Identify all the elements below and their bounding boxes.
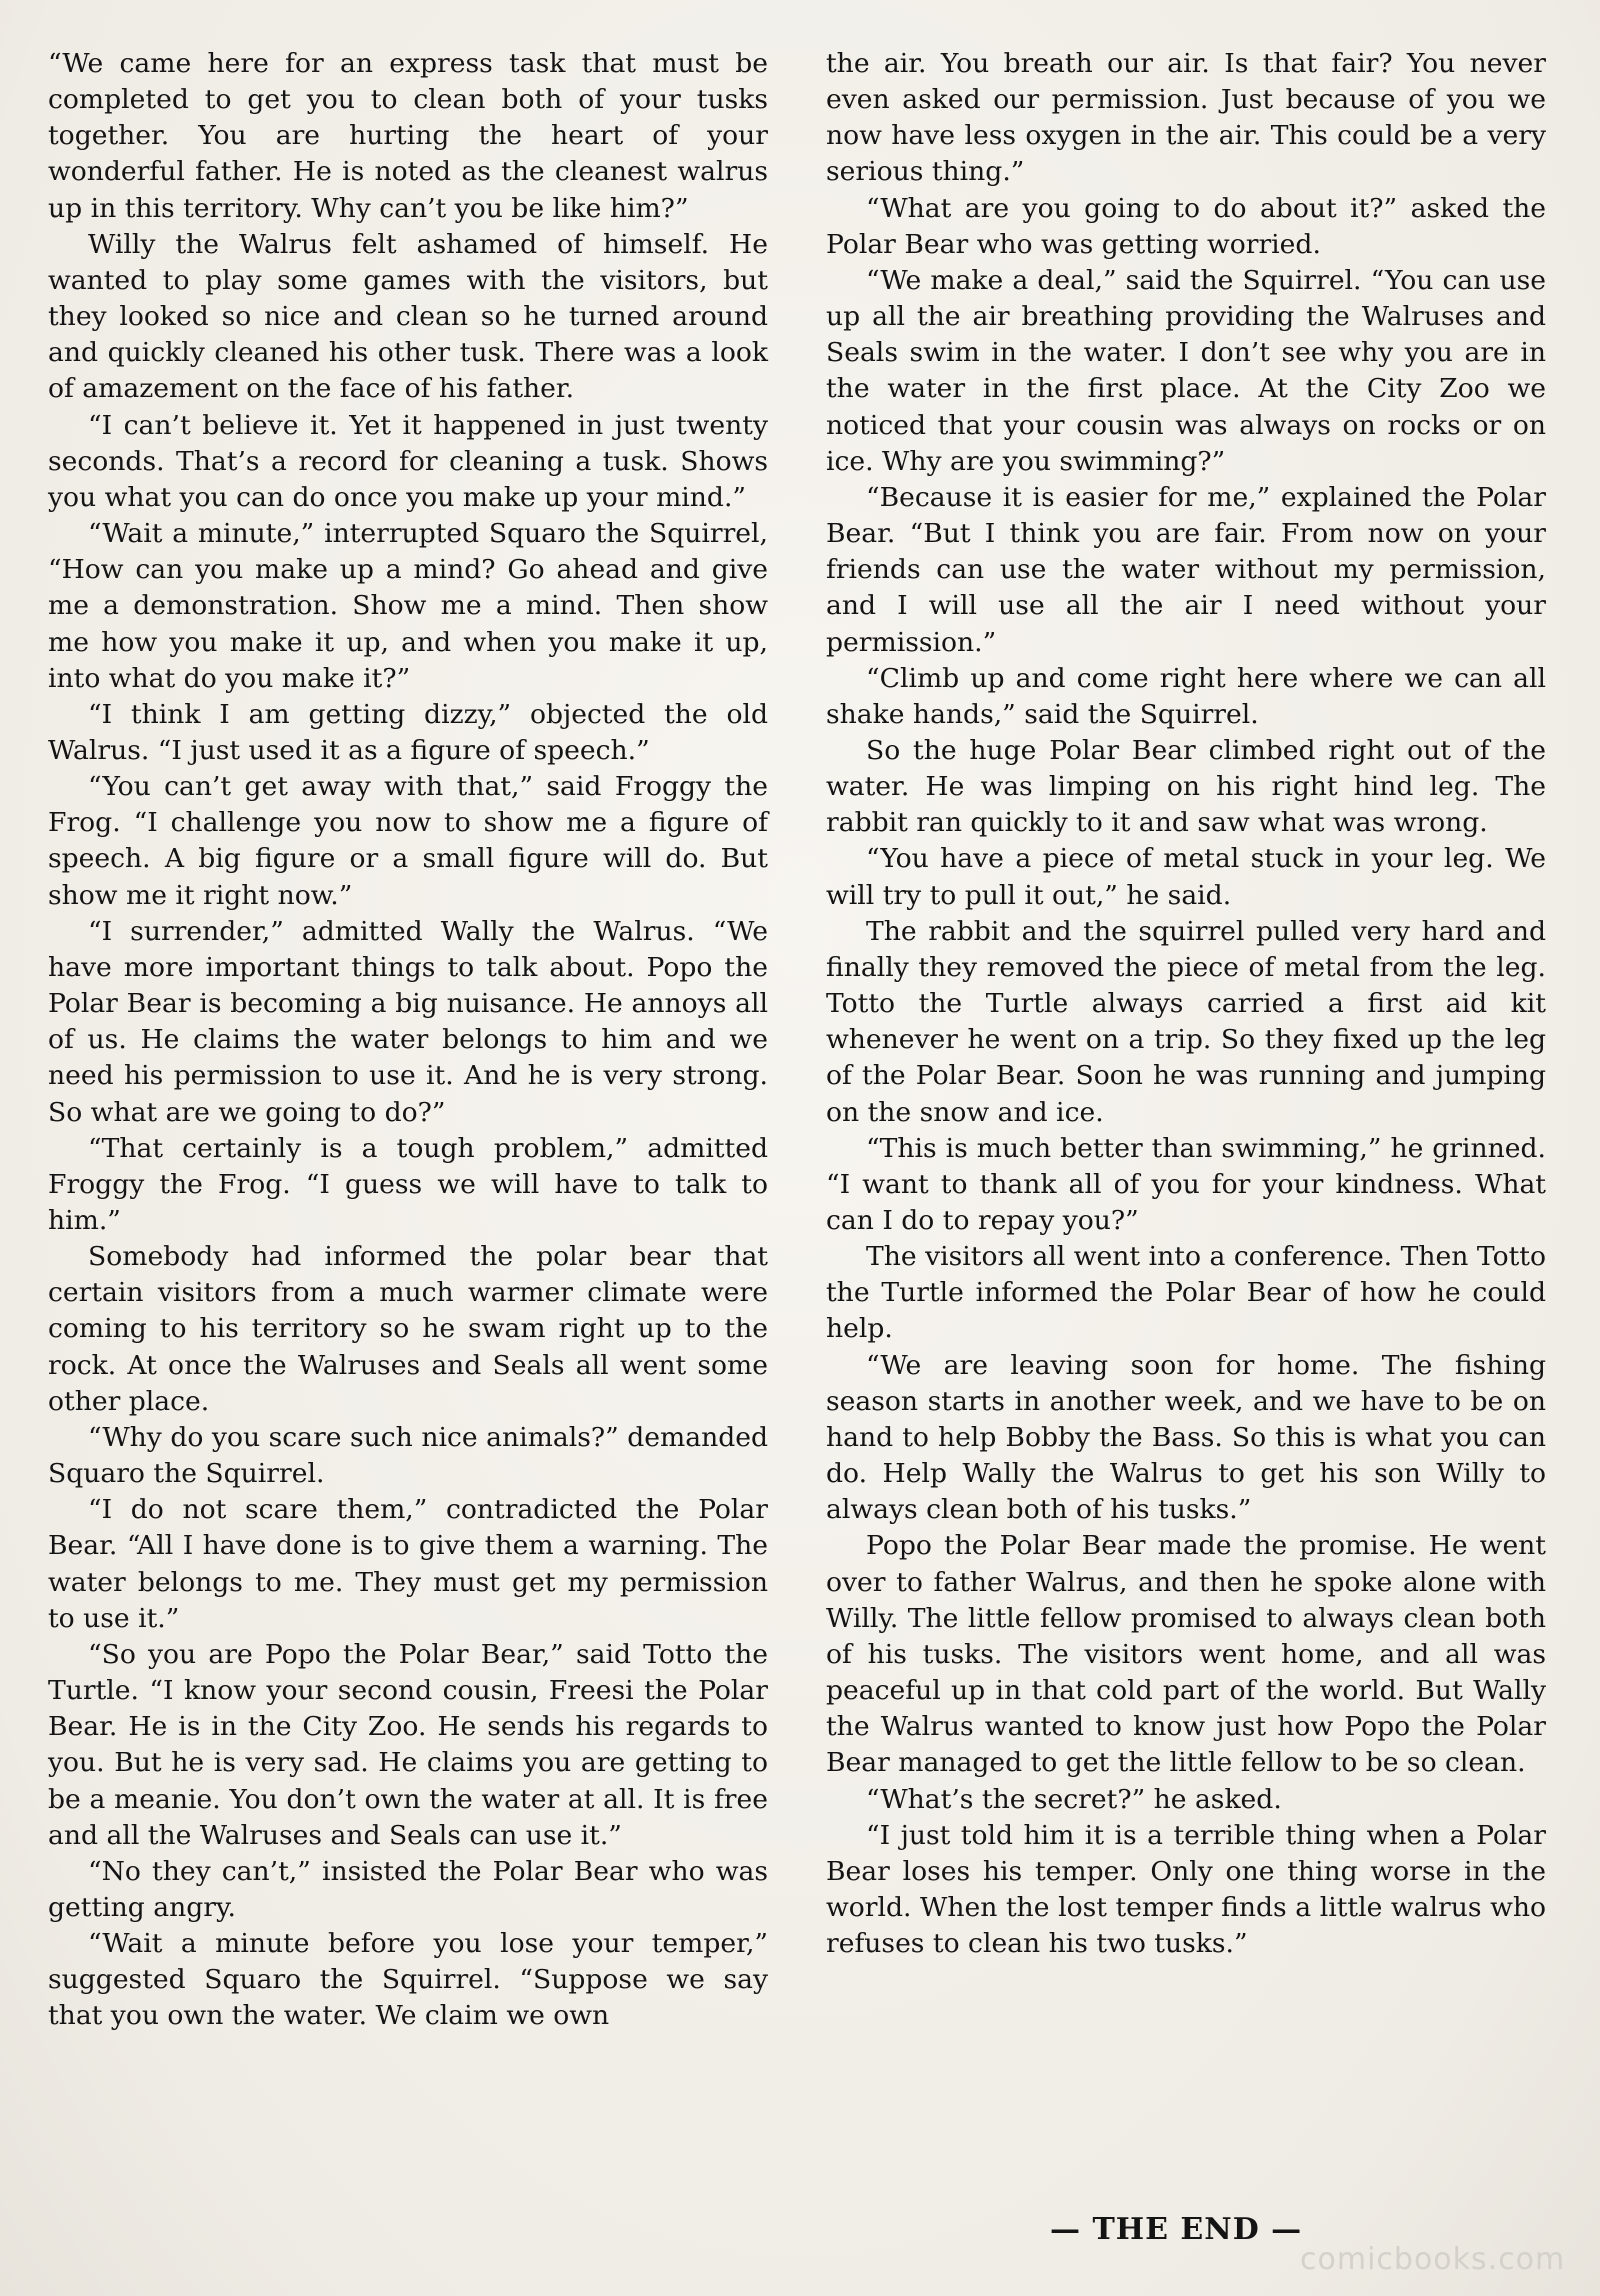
watermark: comicbooks.com [1300, 2242, 1566, 2277]
paragraph: “I do not scare them,” contradicted the Polar Bear. “All I have done is to give them a warning. The water belongs to me. They must get my permission to use it.” [48, 1494, 768, 1634]
paragraph: The visitors all went into a conference. Then Totto the Turtle informed the Polar Bear of how he could help. [826, 1241, 1546, 1345]
paragraph: “Wait a minute before you lose your temper,” suggested Squaro the Squirrel. “Suppose we say that you own the water. We claim we own [48, 1928, 768, 2032]
paragraph: “So you are Popo the Polar Bear,” said Totto the Turtle. “I know your second cousin, Freesi the Polar Bear. He is in the City Zoo. He sends his regards to you. But he is very sad. He claims you are getting to be a meanie. You don’t own the water at all. It is free and all the Walruses and Seals can use it.” [48, 1638, 768, 1851]
paragraph: “No they can’t,” insisted the Polar Bear who was getting angry. [48, 1855, 768, 1923]
paragraph: “Because it is easier for me,” explained the Polar Bear. “But I think you are fair. From now on your friends can use the water without my permission, and I will use all the air I need without your permission.” [826, 481, 1546, 658]
paragraph: “Why do you scare such nice animals?” demanded Squaro the Squirrel. [48, 1421, 768, 1490]
paragraph: “This is much better than swimming,” he grinned. “I want to thank all of you for your kindness. What can I do to repay you?” [826, 1132, 1546, 1236]
paragraph: “Wait a minute,” interrupted Squaro the Squirrel, “How can you make up a mind? Go ahead and give me a demonstration. Show me a mind. Then show me how you make it up, and when you make it up, into what do you make it?” [48, 518, 768, 694]
paragraph: “I surrender,” admitted Wally the Walrus. “We have more important things to talk about. Popo the Polar Bear is becoming a big nuisance. He annoys all of us. He claims the water belongs to him and we need his permission to use it. And he is very strong. So what are we going to do?” [48, 915, 768, 1128]
paragraph: “I can’t believe it. Yet it happened in just twenty seconds. That’s a record for cleaning a tusk. Shows you what you can do once you make up your mind.” [48, 409, 768, 513]
paragraph: “I think I am getting dizzy,” objected the old Walrus. “I just used it as a figure of speech.” [48, 698, 768, 766]
paragraph: “I just told him it is a terrible thing when a Polar Bear loses his temper. Only one thing worse in the world. When the lost temper finds a little walrus who refuses to clean his two tusks.” [826, 1819, 1546, 1960]
paragraph: “We make a deal,” said the Squirrel. “You can use up all the air breathing providing the Walruses and Seals swim in the water. I don’t see why you are in the water in the first place. At the City Zoo we noticed that your cousin was always on rocks or on ice. Why are you swimming?” [826, 264, 1546, 477]
paragraph: “What are you going to do about it?” asked the Polar Bear who was getting worried. [826, 192, 1546, 260]
paragraph: “We came here for an express task that must be completed to get you to clean both of your tusks together. You are hurting the heart of your wonderful father. He is noted as the cleanest walrus up in this territory. Why can’t you be like him?” [48, 48, 768, 224]
left-text-column [48, 46, 768, 2035]
the-end-label: — THE END — [1050, 2212, 1303, 2247]
paragraph: “You have a piece of metal stuck in your leg. We will try to pull it out,” he said. [826, 843, 1546, 911]
paragraph: “We are leaving soon for home. The fishing season starts in another week, and we have to be on hand to help Bobby the Bass. So this is what you can do. Help Wally the Walrus to get his son Willy to always clean both of his tusks.” [826, 1349, 1546, 1526]
paragraph: “That certainly is a tough problem,” admitted Froggy the Frog. “I guess we will have to talk to him.” [48, 1132, 768, 1236]
paragraph: the air. You breath our air. Is that fair? You never even asked our permission. Just because of you we now have less oxygen in the air. This could be a very serious thing.” [826, 48, 1546, 188]
paragraph: “You can’t get away with that,” said Froggy the Frog. “I challenge you now to show me a figure of speech. A big figure or a small figure will do. But show me it right now.” [48, 771, 768, 911]
paragraph: Popo the Polar Bear made the promise. He went over to father Walrus, and then he spoke alone with Willy. The little fellow promised to always clean both of his tusks. The visitors went home, and all was peaceful up in that cold part of the world. But Wally the Walrus wanted to know just how Popo the Polar Bear managed to get the little fellow to be so clean. [826, 1530, 1546, 1779]
paragraph: Willy the Walrus felt ashamed of himself. He wanted to play some games with the visitors, but they looked so nice and clean so he turned around and quickly cleaned his other tusk. There was a look of amazement on the face of his father. [48, 228, 768, 405]
paragraph: “What’s the secret?” he asked. [866, 1783, 1282, 1815]
paragraph: “Climb up and come right here where we can all shake hands,” said the Squirrel. [826, 662, 1546, 730]
right-text-column [826, 46, 1546, 1962]
paragraph: The rabbit and the squirrel pulled very hard and finally they removed the piece of metal from the leg. Totto the Turtle always carried a first aid kit whenever he went on a trip. So they fixed up the leg of the Polar Bear. Soon he was running and jumping on the snow and ice. [826, 915, 1546, 1128]
paragraph: Somebody had informed the polar bear that certain visitors from a much warmer climate were coming to his territory so he swam right up to the rock. At once the Walruses and Seals all went some other place. [48, 1241, 768, 1417]
paragraph: So the huge Polar Bear climbed right out of the water. He was limping on his right hind leg. The rabbit ran quickly to it and saw what was wrong. [826, 734, 1546, 839]
